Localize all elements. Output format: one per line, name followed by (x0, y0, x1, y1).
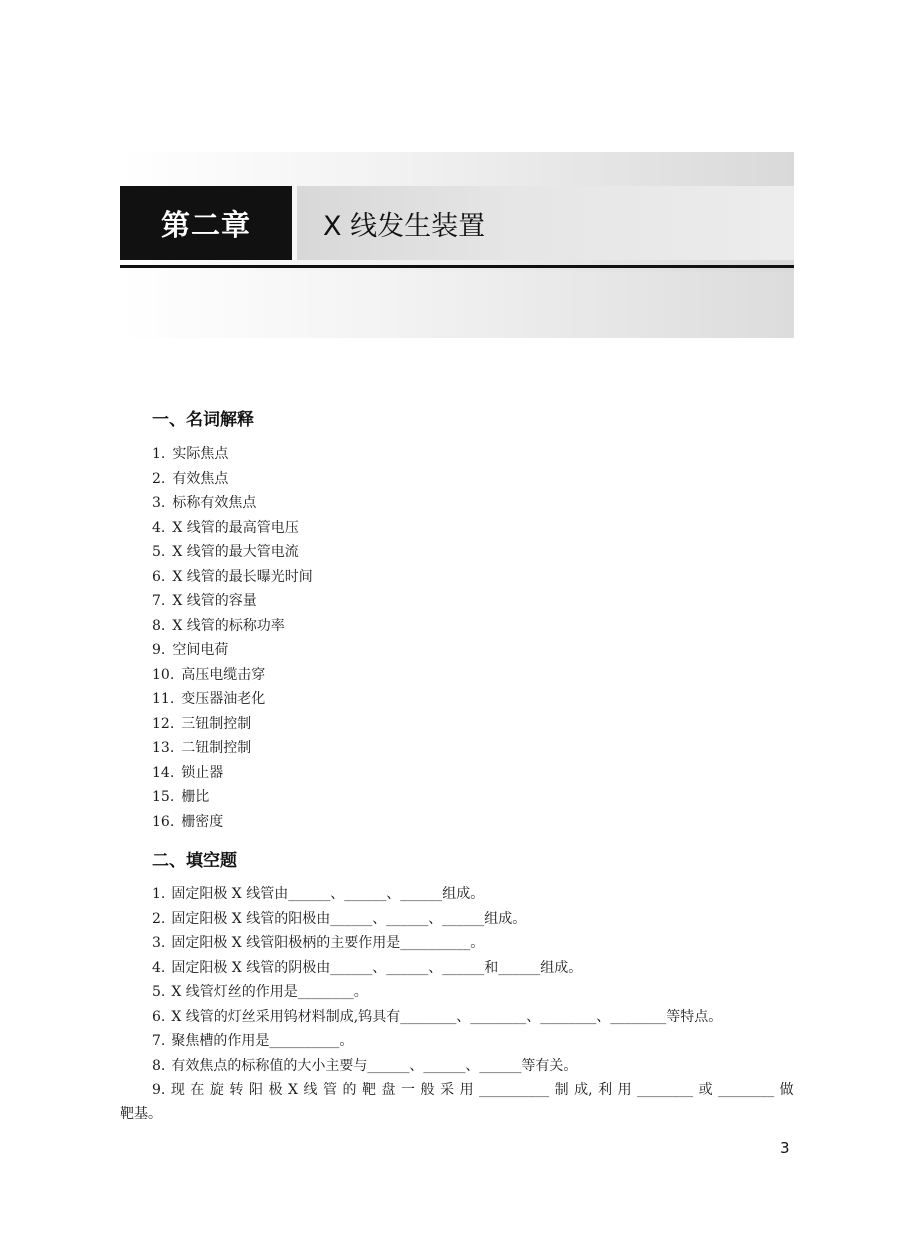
question-9 (152, 1078, 794, 1103)
item-number: 7. (152, 593, 166, 609)
chapter-title: X 线发生装置 (297, 186, 794, 260)
list-item (152, 785, 313, 810)
q9-part: 管 (322, 1082, 337, 1098)
item-text: 栅密度 (181, 813, 224, 830)
q9-blank: ________ (637, 1082, 694, 1098)
list-item (152, 956, 794, 981)
item-number: 8. (152, 1057, 166, 1074)
list-item (152, 1029, 794, 1054)
list-item (152, 638, 313, 663)
list-item (152, 931, 794, 956)
item-number: 9. (152, 1082, 166, 1098)
list-item (152, 712, 313, 737)
list-item (152, 589, 313, 614)
item-number: 11. (152, 691, 175, 707)
q9-part: 极 (268, 1082, 283, 1098)
item-number: 2. (152, 470, 166, 487)
list-item (152, 442, 313, 467)
item-number: 3. (152, 935, 166, 951)
item-text: 固定阳极 X 线管的阴极由______、______、______和______组成。 (171, 959, 583, 976)
item-text: 二钮制控制 (181, 740, 252, 756)
list-item (152, 907, 794, 932)
list-item (152, 882, 794, 907)
q9-part: 旋 (209, 1082, 224, 1098)
item-text: 聚焦槽的作用是__________。 (171, 1033, 354, 1049)
list-item (152, 980, 794, 1005)
q9-part: 用 (459, 1082, 474, 1098)
terms-list (152, 442, 313, 834)
item-number: 16. (152, 813, 175, 830)
q9-part: 制 (554, 1082, 569, 1098)
list-item (152, 540, 313, 565)
section-heading-fill-in: 二、填空题 (152, 851, 237, 871)
item-text: 固定阳极 X 线管由______、______、______组成。 (171, 886, 485, 902)
q9-part: 的 (342, 1082, 357, 1098)
item-number: 6. (152, 568, 166, 585)
q9-part: 转 (229, 1082, 244, 1098)
q9-part: 或 (698, 1082, 713, 1098)
q9-part: 做 (779, 1082, 794, 1098)
q9-part: 用 (617, 1082, 632, 1098)
list-item (152, 467, 313, 492)
q9-part: 利 (598, 1082, 613, 1098)
q9-part: 现 (170, 1082, 185, 1098)
item-number: 9. (152, 642, 166, 658)
q9-blank: ________ (718, 1082, 775, 1098)
item-number: 10. (152, 666, 175, 683)
list-item (152, 516, 313, 541)
item-text: X 线管的灯丝采用钨材料制成,钨具有________、________、________、________等特点。 (171, 1008, 723, 1025)
list-item (152, 761, 313, 786)
item-text: 有效焦点 (172, 470, 229, 487)
item-number: 4. (152, 959, 166, 976)
item-text: X 线管的最高管电压 (172, 519, 299, 536)
page-number: 3 (780, 1139, 790, 1157)
chapter-divider (120, 265, 794, 268)
item-number: 8. (152, 617, 166, 634)
item-text: X 线管的最长曝光时间 (172, 568, 313, 585)
item-text: 固定阳极 X 线管的阳极由______、______、______组成。 (171, 910, 527, 927)
list-item (152, 736, 313, 761)
q9-part: 般 (420, 1082, 435, 1098)
item-number: 13. (152, 740, 175, 756)
list-item (152, 491, 313, 516)
item-number: 2. (152, 910, 166, 927)
list-item (152, 614, 313, 639)
list-item (152, 663, 313, 688)
q9-part: 在 (190, 1082, 205, 1098)
item-number: 15. (152, 789, 175, 805)
chapter-label: 第二章 (120, 186, 292, 260)
item-text: 固定阳极 X 线管阳极柄的主要作用是__________。 (171, 935, 485, 951)
question-9-continuation: 靶基。 (120, 1106, 162, 1122)
item-text: X 线管灯丝的作用是________。 (171, 984, 368, 1000)
item-text: X 线管的最大管电流 (172, 544, 299, 560)
list-item (152, 565, 313, 590)
section-heading-terms: 一、名词解释 (152, 410, 254, 430)
item-number: 12. (152, 715, 175, 732)
list-item (152, 1005, 794, 1030)
item-number: 14. (152, 764, 175, 781)
item-text: X 线管的标称功率 (172, 617, 285, 634)
item-text: 有效焦点的标称值的大小主要与______、______、______等有关。 (171, 1057, 578, 1074)
list-item (152, 1054, 794, 1079)
item-text: 三钮制控制 (181, 715, 252, 732)
q9-part: 阳 (248, 1082, 263, 1098)
item-number: 4. (152, 519, 166, 536)
q9-part: X (287, 1082, 298, 1098)
item-number: 5. (152, 984, 166, 1000)
q9-blank: __________ (479, 1082, 550, 1098)
item-text: 空间电荷 (172, 642, 229, 658)
item-number: 7. (152, 1033, 166, 1049)
q9-part: 一 (401, 1082, 416, 1098)
item-number: 1. (152, 886, 166, 902)
item-number: 3. (152, 495, 166, 511)
item-text: 栅比 (181, 789, 210, 805)
item-number: 5. (152, 544, 166, 560)
q9-part: 成, (574, 1082, 593, 1098)
item-number: 1. (152, 446, 166, 462)
item-text: 高压电缆击穿 (181, 666, 266, 683)
q9-part: 采 (440, 1082, 455, 1098)
q9-part: 靶 (362, 1082, 376, 1098)
item-text: 变压器油老化 (181, 691, 266, 707)
chapter-banner-shade (120, 272, 794, 338)
item-text: 锁止器 (181, 764, 224, 781)
item-text: 标称有效焦点 (172, 495, 257, 511)
list-item (152, 810, 313, 835)
q9-part: 盘 (381, 1082, 396, 1098)
list-item (152, 687, 313, 712)
fill-in-list (152, 882, 794, 1078)
item-text: 实际焦点 (172, 446, 229, 462)
item-number: 6. (152, 1008, 166, 1025)
item-text: X 线管的容量 (172, 593, 257, 609)
q9-part: 线 (303, 1082, 318, 1098)
